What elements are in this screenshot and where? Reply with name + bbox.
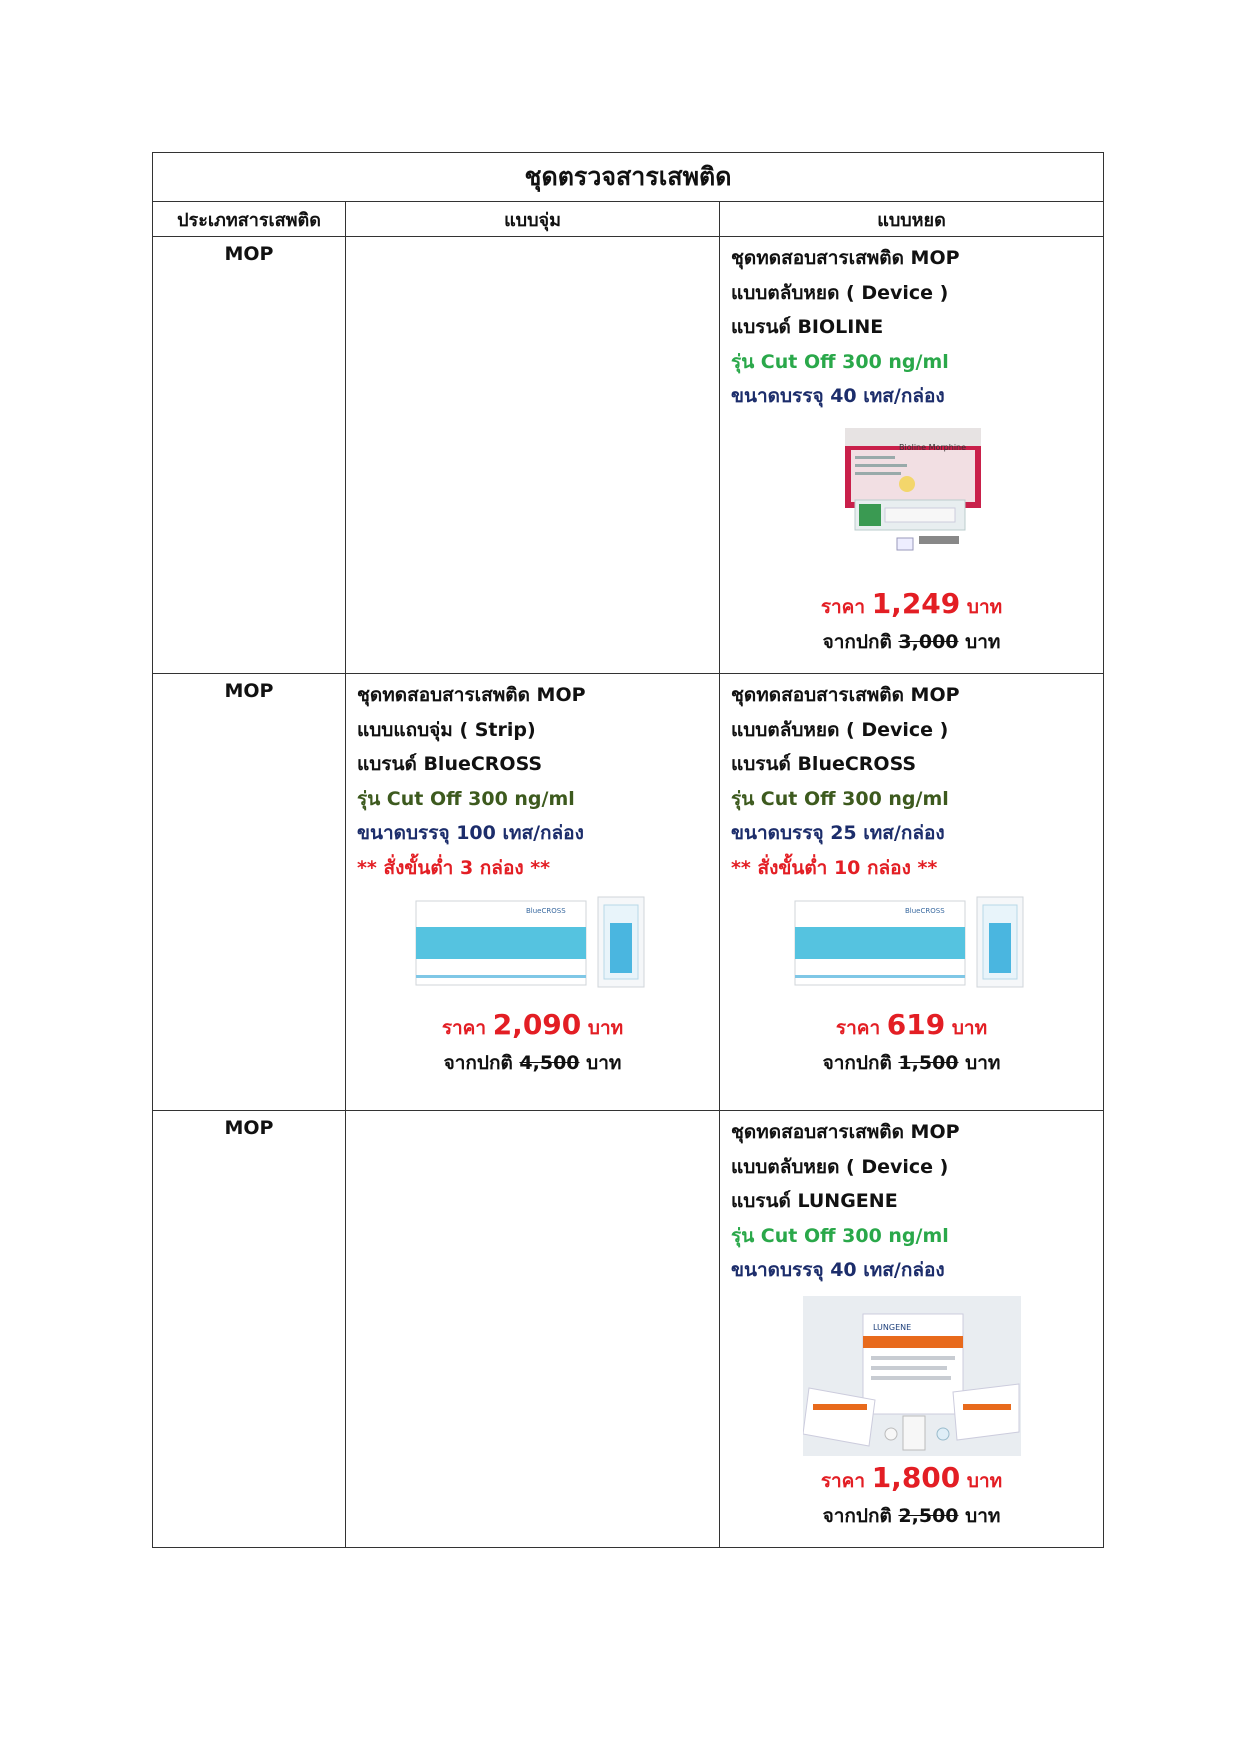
price-prefix: ราคา — [835, 1017, 881, 1039]
product-format: แบบตลับหยด ( Device ) — [731, 281, 949, 304]
header-type: ประเภทสารเสพติด — [153, 202, 346, 237]
table-row — [153, 674, 1104, 1111]
price-suffix: บาท — [966, 595, 1003, 618]
regular-suffix: บาท — [965, 1504, 1001, 1527]
regular-price — [357, 1046, 719, 1080]
product-name: ชุดทดสอบสารเสพติด MOP — [731, 1121, 960, 1143]
image-label: LUNGENE — [872, 1322, 911, 1332]
header-strip: แบบจุ่ม — [346, 202, 720, 237]
product-image-bluecross-device — [731, 893, 1103, 997]
product-model: รุ่น Cut Off 300 ng/ml — [357, 787, 575, 810]
drop-product-cell — [720, 1111, 1104, 1548]
product-name: ชุดทดสอบสารเสพติด MOP — [731, 247, 960, 269]
image-label: BlueCROSS — [525, 907, 566, 915]
regular-value: 3,000 — [898, 630, 959, 653]
sale-price — [731, 1007, 1103, 1046]
price-suffix: บาท — [966, 1469, 1003, 1492]
drug-test-table — [152, 152, 1104, 1548]
sale-price — [731, 1460, 1103, 1499]
product-image-bioline — [731, 422, 1103, 576]
strip-cell-empty — [346, 237, 720, 674]
product-pack: ขนาดบรรจุ 40 เทส/กล่อง — [731, 1259, 945, 1281]
regular-value: 4,500 — [519, 1052, 580, 1074]
product-model: รุ่น Cut Off 300 ng/ml — [731, 350, 949, 373]
product-format: แบบตลับหยด ( Device ) — [731, 718, 949, 741]
product-format: แบบแถบจุ่ม ( Strip) — [357, 718, 536, 741]
product-format: แบบตลับหยด ( Device ) — [731, 1155, 949, 1178]
price-prefix: ราคา — [820, 595, 866, 618]
drug-type-cell: MOP — [153, 1111, 346, 1548]
min-order: ** สั่งขั้นต่ำ 10 กล่อง ** — [731, 856, 938, 879]
strip-cell-empty — [346, 1111, 720, 1548]
product-model: รุ่น Cut Off 300 ng/ml — [731, 787, 949, 810]
product-sheet — [152, 152, 1103, 1548]
image-label: BlueCROSS — [904, 907, 945, 915]
product-pack: ขนาดบรรจุ 100 เทส/กล่อง — [357, 822, 584, 844]
regular-prefix: จากปกติ — [443, 1052, 513, 1074]
product-name: ชุดทดสอบสารเสพติด MOP — [731, 684, 960, 706]
regular-price — [731, 625, 1103, 659]
table-row — [153, 1111, 1104, 1548]
product-name: ชุดทดสอบสารเสพติด MOP — [357, 684, 586, 706]
price-value: 619 — [886, 1008, 946, 1041]
regular-prefix: จากปกติ — [822, 1504, 892, 1527]
regular-suffix: บาท — [965, 1052, 1001, 1074]
sale-price — [357, 1007, 719, 1046]
table-title: ชุดตรวจสารเสพติด — [153, 153, 1104, 202]
regular-suffix: บาท — [586, 1052, 622, 1074]
regular-prefix: จากปกติ — [822, 630, 892, 653]
product-brand: แบรนด์ BlueCROSS — [357, 753, 543, 775]
regular-prefix: จากปกติ — [822, 1052, 892, 1074]
product-brand: แบรนด์ LUNGENE — [731, 1190, 898, 1212]
regular-price — [731, 1046, 1103, 1080]
sale-price — [731, 586, 1103, 625]
product-image-bluecross-strip — [357, 893, 719, 997]
price-suffix: บาท — [951, 1017, 988, 1039]
product-pack: ขนาดบรรจุ 40 เทส/กล่อง — [731, 385, 945, 407]
regular-value: 2,500 — [898, 1504, 959, 1527]
min-order: ** สั่งขั้นต่ำ 3 กล่อง ** — [357, 856, 551, 879]
header-drop: แบบหยด — [720, 202, 1104, 237]
strip-product-cell — [346, 674, 720, 1111]
product-pack: ขนาดบรรจุ 25 เทส/กล่อง — [731, 822, 945, 844]
drug-type-cell: MOP — [153, 237, 346, 674]
price-value: 1,800 — [871, 1460, 961, 1494]
regular-value: 1,500 — [898, 1052, 959, 1074]
price-prefix: ราคา — [441, 1017, 487, 1039]
regular-price — [731, 1499, 1103, 1533]
price-suffix: บาท — [587, 1017, 624, 1039]
drop-product-cell — [720, 237, 1104, 674]
price-value: 1,249 — [871, 586, 961, 620]
drug-type-cell: MOP — [153, 674, 346, 1111]
table-row — [153, 237, 1104, 674]
drop-product-cell — [720, 674, 1104, 1111]
product-brand: แบรนด์ BlueCROSS — [731, 753, 917, 775]
product-model: รุ่น Cut Off 300 ng/ml — [731, 1224, 949, 1247]
product-brand: แบรนด์ BIOLINE — [731, 316, 884, 338]
price-prefix: ราคา — [820, 1469, 866, 1492]
image-label: Bioline Morphine — [898, 442, 966, 452]
regular-suffix: บาท — [965, 630, 1001, 653]
price-value: 2,090 — [492, 1008, 582, 1041]
product-image-lungene — [731, 1296, 1103, 1460]
